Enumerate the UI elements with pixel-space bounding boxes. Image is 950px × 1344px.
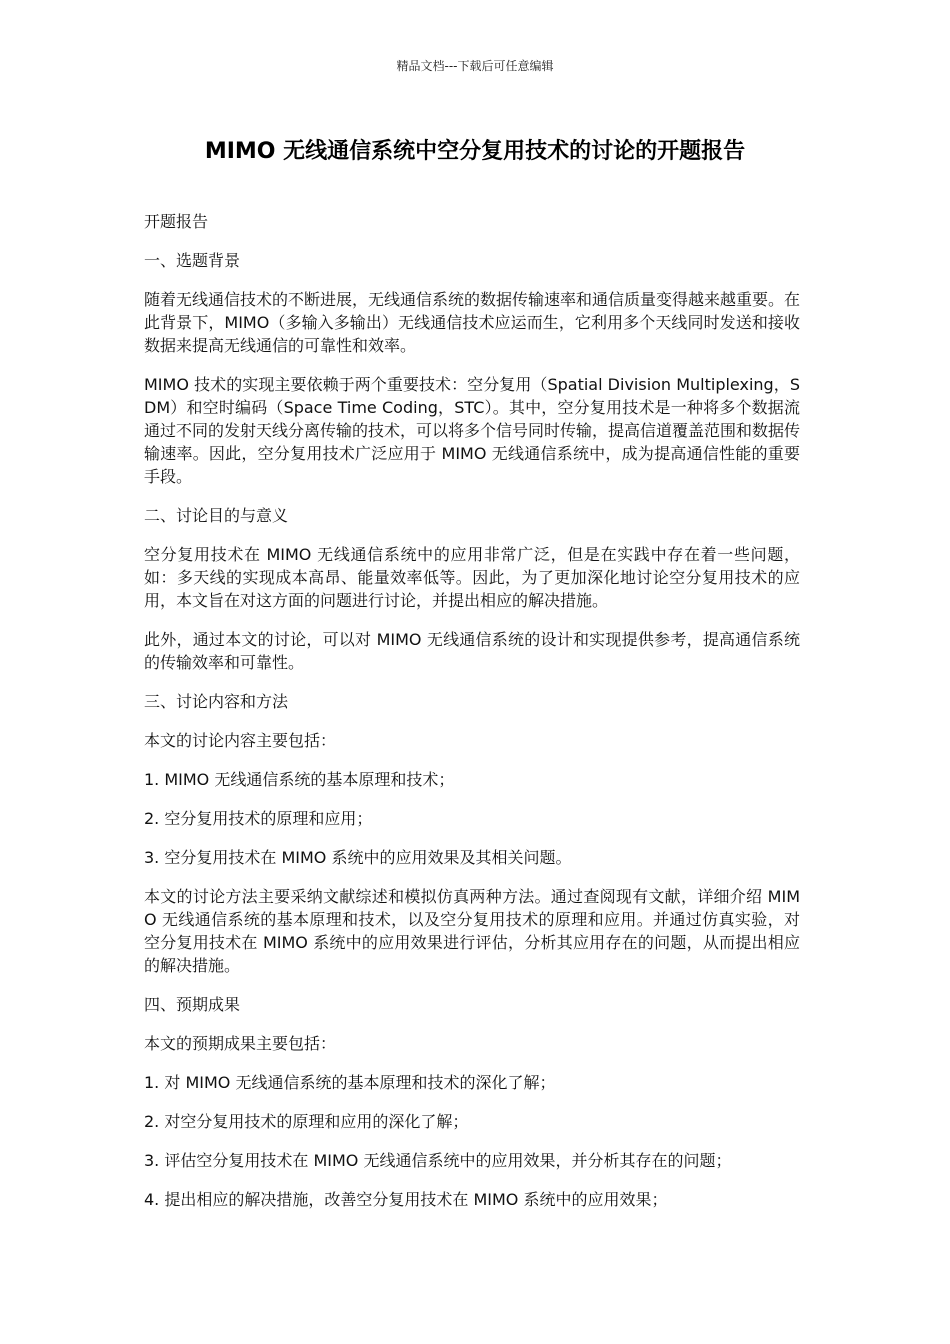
paragraph: 随着无线通信技术的不断进展，无线通信系统的数据传输速率和通信质量变得越来越重要。在此背景下，MIMO（多输入多输出）无线通信技术应运而生，它利用多个天线同时发送和接收数据来提高无线通信的可靠性和效率。 (144, 290, 801, 355)
section-heading-purpose: 二、讨论目的与意义 (144, 506, 289, 525)
document-body (144, 210, 800, 1227)
paragraph: 本文的预期成果主要包括： (144, 1034, 337, 1053)
section-heading-background: 一、选题背景 (144, 251, 241, 270)
paragraph: 空分复用技术在 MIMO 无线通信系统中的应用非常广泛，但是在实践中存在着一些问题，如：多天线的实现成本高昂、能量效率低等。因此，为了更加深化地讨论空分复用技术的应用，本文旨在对这方面的问题进行讨论，并提出相应的解决措施。 (144, 545, 800, 610)
list-item: 3. 空分复用技术在 MIMO 系统中的应用效果及其相关问题。 (144, 848, 572, 867)
list-item: 2. 对空分复用技术的原理和应用的深化了解； (144, 1112, 469, 1131)
section-heading-expected-results: 四、预期成果 (144, 995, 241, 1014)
document-title: MIMO 无线通信系统中空分复用技术的讨论的开题报告 (204, 139, 746, 164)
list-item: 4. 提出相应的解决措施，改善空分复用技术在 MIMO 系统中的应用效果； (144, 1190, 668, 1209)
paragraph: 本文的讨论内容主要包括： (144, 731, 337, 750)
list-item: 1. 对 MIMO 无线通信系统的基本原理和技术的深化了解； (144, 1073, 556, 1092)
paragraph-report-label: 开题报告 (144, 212, 209, 231)
section-heading-content-method: 三、讨论内容和方法 (144, 692, 289, 711)
paragraph: 此外，通过本文的讨论，可以对 MIMO 无线通信系统的设计和实现提供参考，提高通信系统的传输效率和可靠性。 (144, 630, 800, 672)
list-item: 3. 评估空分复用技术在 MIMO 无线通信系统中的应用效果，并分析其存在的问题； (144, 1151, 732, 1170)
list-item: 2. 空分复用技术的原理和应用； (144, 809, 373, 828)
list-item: 1. MIMO 无线通信系统的基本原理和技术； (144, 770, 455, 789)
paragraph: MIMO 技术的实现主要依赖于两个重要技术：空分复用（Spatial Division Multiplexing，SDM）和空时编码（Space Time Coding，STC）。其中，空分复用技术是一种将多个数据流通过不同的发射天线分离传输的技术，可以将多个信号同时传输，提高信道覆盖范围和数据传输速率。因此，空分复用技术广泛应用于 MIMO 无线通信系统中，成为提高通信性能的重要手段。 (144, 375, 801, 486)
header-note: 精品文档---下载后可任意编辑 (396, 59, 554, 73)
paragraph: 本文的讨论方法主要采纳文献综述和模拟仿真两种方法。通过查阅现有文献，详细介绍 MIMO 无线通信系统的基本原理和技术，以及空分复用技术的原理和应用。并通过仿真实验，对空分复用技术在 MIMO 系统中的应用效果进行评估，分析其应用存在的问题，从而提出相应的解决措施。 (144, 887, 800, 975)
